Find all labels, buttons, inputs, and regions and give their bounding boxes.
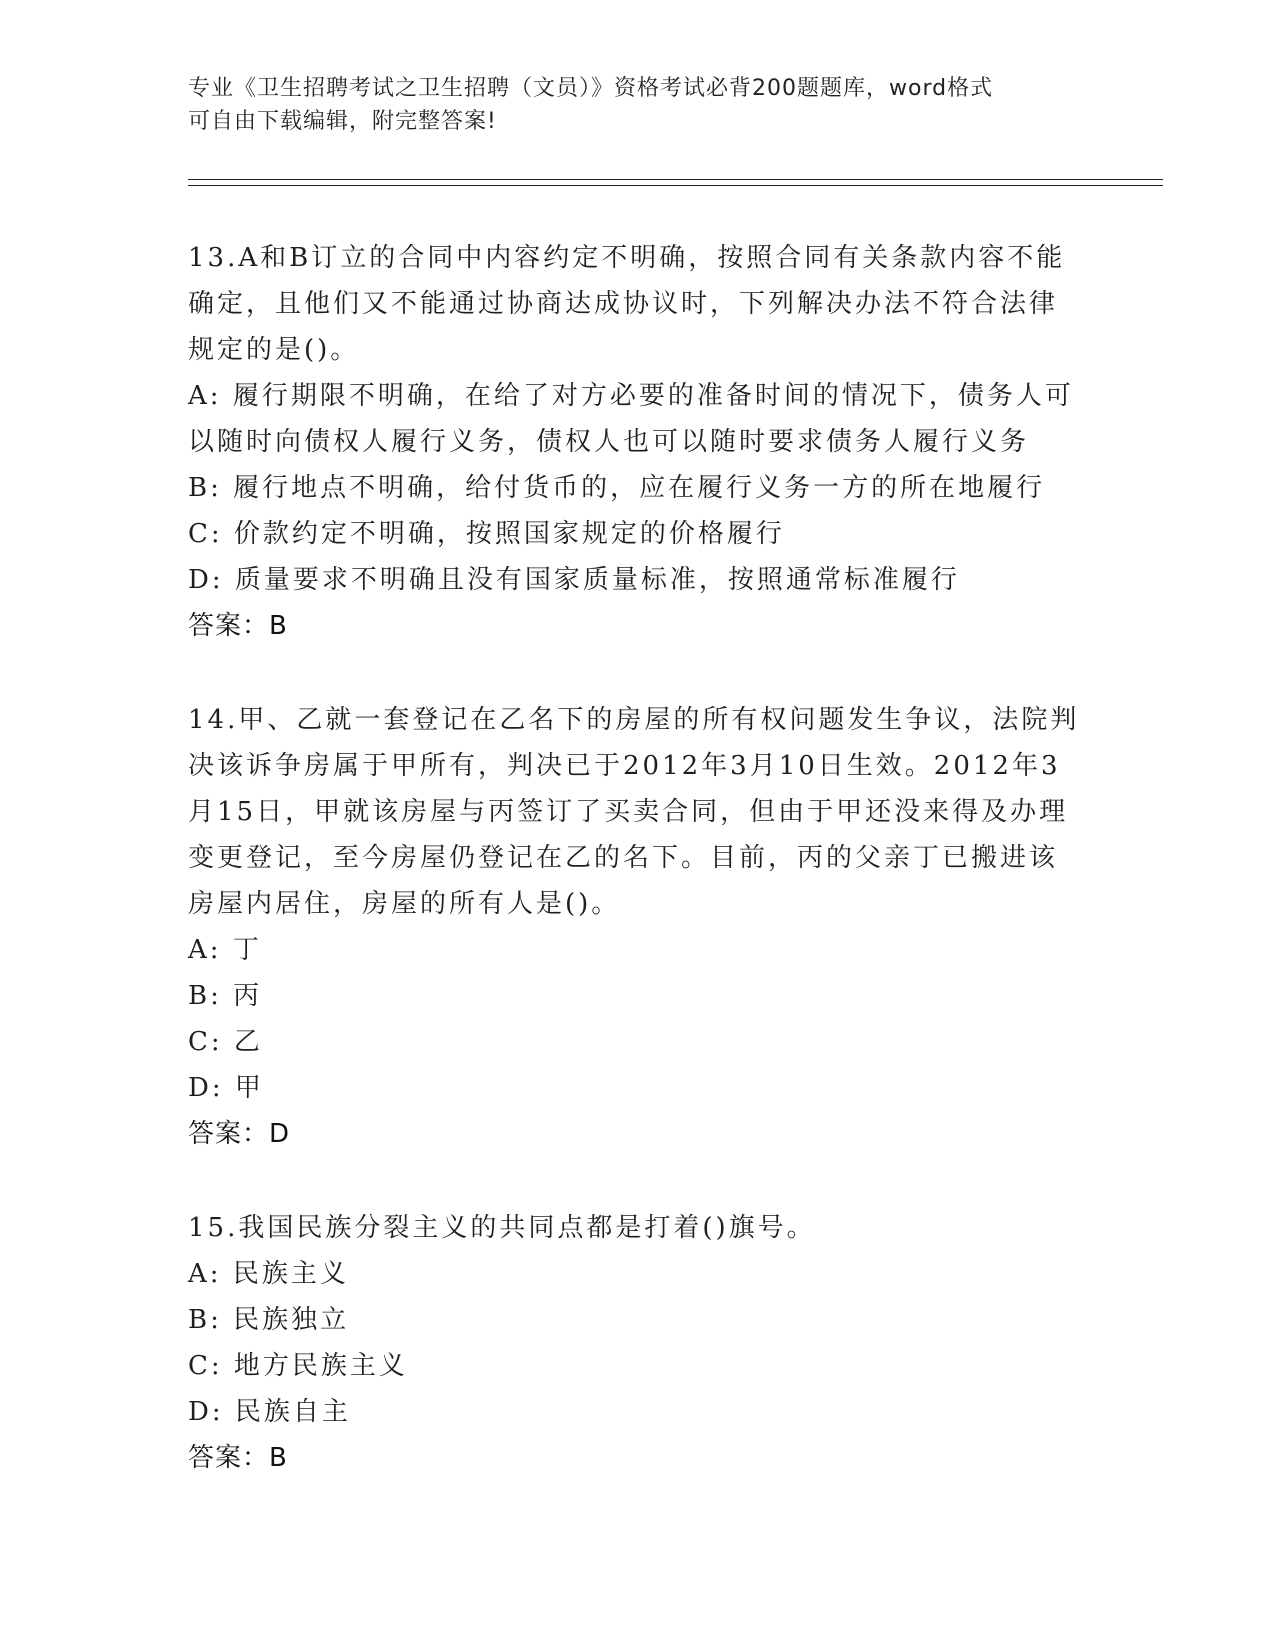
option-line: [188, 373, 1088, 419]
option-line: [188, 1019, 1088, 1065]
option-text: 甲: [234, 1073, 264, 1103]
document-header: [188, 72, 1088, 138]
option-line: 以随时向债权人履行义务，债权人也可以随时要求债务人履行义务: [188, 427, 1030, 457]
question-block: [188, 235, 1088, 649]
option-line: [188, 511, 1088, 557]
option-key: B:: [188, 1305, 222, 1335]
question-stem-line: 15.我国民族分裂主义的共同点都是打着()旗号。: [188, 1213, 816, 1243]
question-stem-line: 13.A和B订立的合同中内容约定不明确，按照合同有关条款内容不能: [188, 243, 1066, 273]
question-stem-line: 变更登记，至今房屋仍登记在乙的名下。目前，丙的父亲丁已搬进该: [188, 843, 1059, 873]
option-key: B:: [188, 473, 222, 503]
question-stem-line: 决该诉争房属于甲所有，判决已于2012年3月10日生效。2012年3: [188, 751, 1061, 781]
option-text: 质量要求不明确且没有国家质量标准，按照通常标准履行: [234, 565, 960, 595]
option-key: A:: [188, 1259, 222, 1289]
option-line: [188, 927, 1088, 973]
header-line-1: 专业《卫生招聘考试之卫生招聘（文员）》资格考试必背200题题库，word格式: [188, 76, 994, 101]
header-divider-top: [188, 179, 1163, 180]
option-key: D:: [188, 1073, 224, 1103]
option-text: 丁: [232, 935, 262, 965]
option-text: 乙: [233, 1027, 263, 1057]
option-text: 履行地点不明确，给付货币的，应在履行义务一方的所在地履行: [233, 473, 1046, 503]
question-stem-line: 月15日，甲就该房屋与丙签订了买卖合同，但由于甲还没来得及办理: [188, 797, 1069, 827]
question-block: [188, 1205, 1088, 1481]
question-stem-line: 规定的是()。: [188, 335, 360, 365]
answer-line: 答案：D: [188, 1119, 291, 1149]
question-stem-line: 确定，且他们又不能通过协商达成协议时，下列解决办法不符合法律: [188, 289, 1059, 319]
header-divider-bottom: [188, 185, 1163, 186]
option-line: [188, 973, 1088, 1019]
header-line-2: 可自由下载编辑，附完整答案!: [188, 109, 497, 134]
option-text: 民族主义: [232, 1259, 349, 1289]
option-text: 民族自主: [234, 1397, 351, 1427]
option-key: C:: [188, 519, 223, 549]
option-key: A:: [188, 381, 222, 411]
option-text: 地方民族主义: [233, 1351, 408, 1381]
option-line: [188, 1065, 1088, 1111]
option-text: 价款约定不明确，按照国家规定的价格履行: [233, 519, 785, 549]
question-stem-line: 房屋内居住，房屋的所有人是()。: [188, 889, 621, 919]
answer-line: 答案：B: [188, 611, 288, 641]
option-line: [188, 465, 1088, 511]
question-stem-line: 14.甲、乙就一套登记在乙名下的房屋的所有权问题发生争议，法院判: [188, 705, 1080, 735]
question-block: [188, 697, 1088, 1157]
option-key: C:: [188, 1027, 223, 1057]
option-text: 履行期限不明确，在给了对方必要的准备时间的情况下，债务人可: [232, 381, 1074, 411]
option-text: 丙: [233, 981, 263, 1011]
answer-line: 答案：B: [188, 1443, 288, 1473]
option-key: D:: [188, 565, 224, 595]
option-line: [188, 1343, 1088, 1389]
option-line: [188, 557, 1088, 603]
option-line: [188, 1389, 1088, 1435]
option-key: D:: [188, 1397, 224, 1427]
option-key: B:: [188, 981, 222, 1011]
option-text: 民族独立: [233, 1305, 350, 1335]
option-key: A:: [188, 935, 222, 965]
question-list: [188, 235, 1088, 1529]
option-key: C:: [188, 1351, 223, 1381]
option-line: [188, 1251, 1088, 1297]
option-line: [188, 1297, 1088, 1343]
